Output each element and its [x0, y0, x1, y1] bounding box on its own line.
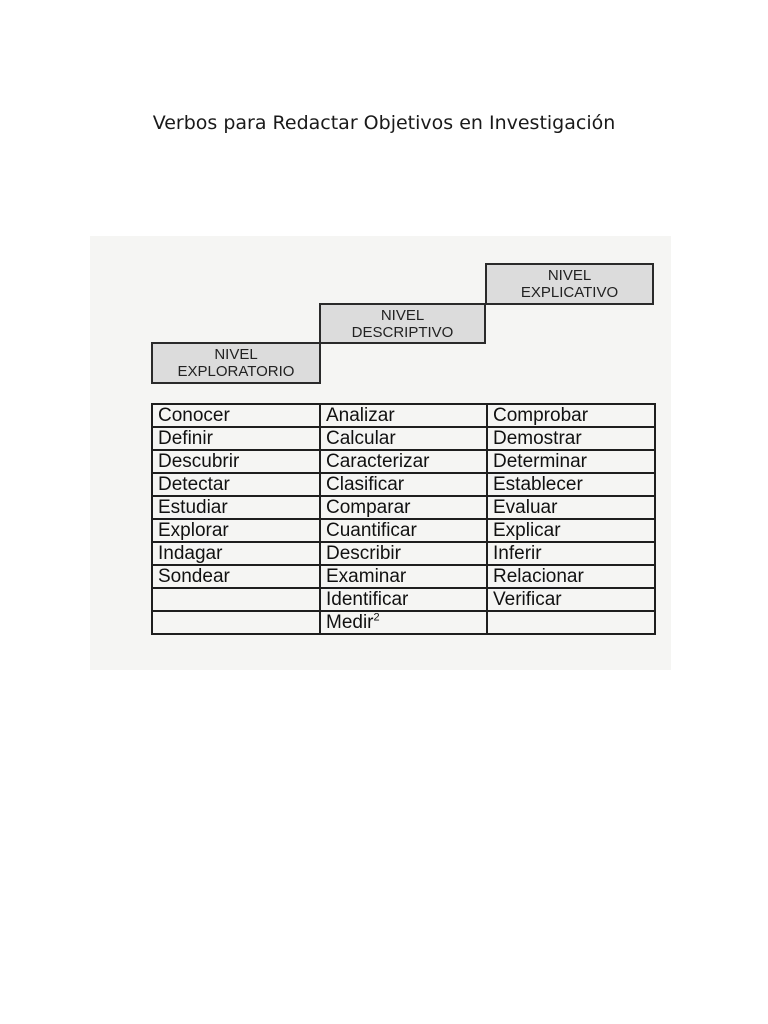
- table-cell: Evaluar: [487, 496, 655, 519]
- table-cell: Demostrar: [487, 427, 655, 450]
- table-cell: [487, 611, 655, 634]
- medir-label: Medir: [326, 612, 374, 633]
- verbs-table: [151, 403, 656, 635]
- table-row: [152, 404, 655, 427]
- table-row: [152, 496, 655, 519]
- table-row: [152, 542, 655, 565]
- table-cell: Explicar: [487, 519, 655, 542]
- table-cell: Establecer: [487, 473, 655, 496]
- table-cell: Examinar: [320, 565, 487, 588]
- table-cell: Descubrir: [152, 450, 320, 473]
- table-cell: Sondear: [152, 565, 320, 588]
- table-cell: Inferir: [487, 542, 655, 565]
- table-cell: Definir: [152, 427, 320, 450]
- footnote-mark: 2: [373, 611, 380, 624]
- table-row: [152, 611, 655, 634]
- table-row: [152, 588, 655, 611]
- level-explicativo-line2: EXPLICATIVO: [520, 284, 619, 301]
- document-title: Verbos para Redactar Objetivos en Investigación: [152, 112, 616, 134]
- table-cell: Indagar: [152, 542, 320, 565]
- level-exploratorio-line2: EXPLORATORIO: [177, 363, 295, 380]
- level-descriptivo-line2: DESCRIPTIVO: [351, 323, 454, 341]
- table-cell: Analizar: [320, 404, 487, 427]
- table-cell: Comprobar: [487, 404, 655, 427]
- table-cell: Estudiar: [152, 496, 320, 519]
- table-row: [152, 427, 655, 450]
- table-cell: Conocer: [152, 404, 320, 427]
- table-row: [152, 450, 655, 473]
- level-explicativo-header: [485, 263, 654, 305]
- table-cell: Detectar: [152, 473, 320, 496]
- table-cell: Verificar: [487, 588, 655, 611]
- table-cell: Explorar: [152, 519, 320, 542]
- verbs-table-figure: [90, 236, 671, 670]
- table-cell: Describir: [320, 542, 487, 565]
- level-descriptivo-line1: NIVEL: [380, 306, 425, 324]
- table-cell: Caracterizar: [320, 450, 487, 473]
- table-cell: Determinar: [487, 450, 655, 473]
- table-cell: [152, 588, 320, 611]
- table-cell: Relacionar: [487, 565, 655, 588]
- table-cell: Calcular: [320, 427, 487, 450]
- table-cell-medir: [320, 611, 487, 634]
- table-cell: [152, 611, 320, 634]
- table-cell: Comparar: [320, 496, 487, 519]
- table-row: [152, 519, 655, 542]
- level-explicativo-line1: NIVEL: [547, 267, 592, 284]
- table-row: [152, 565, 655, 588]
- table-cell: Clasificar: [320, 473, 487, 496]
- level-exploratorio-header: [151, 342, 321, 384]
- level-descriptivo-header: [319, 303, 486, 344]
- level-exploratorio-line1: NIVEL: [214, 346, 258, 363]
- table-cell: Identificar: [320, 588, 487, 611]
- table-row: [152, 473, 655, 496]
- table-cell: Cuantificar: [320, 519, 487, 542]
